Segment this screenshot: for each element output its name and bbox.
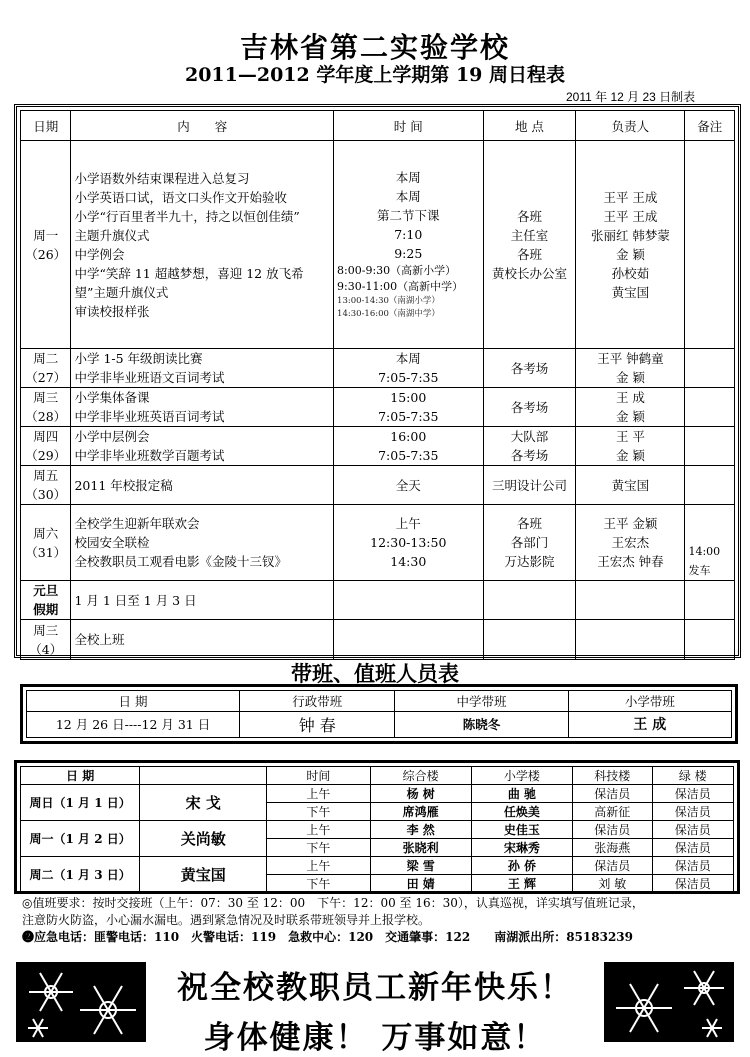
duty-header-primary: 小学带班 [568, 691, 731, 712]
person-cell [576, 141, 685, 349]
floor-header-cell: 科技楼 [573, 767, 652, 785]
content-cell [71, 620, 334, 660]
person-cell-line: 金 颖 [615, 409, 645, 424]
content-cell-line: 全校教职员工观看电影《金陵十三钗》 [74, 554, 287, 569]
floor-cell: 保洁员 [652, 857, 733, 875]
day-cell-line: （28） [25, 409, 67, 424]
weekly-schedule [14, 104, 741, 658]
duty-header-admin: 行政带班 [240, 691, 395, 712]
person-cell-line: 王平 钟鹤童 [597, 351, 664, 366]
schedule-header-cell: 备注 [685, 111, 735, 141]
time-cell-line: 上午 [395, 516, 421, 531]
day-cell-line: （4） [29, 641, 63, 657]
schedule-row [21, 141, 735, 349]
day-cell-line: 周六 [33, 525, 59, 541]
time-cell-line: 本周 [395, 351, 421, 366]
floor-row [21, 785, 734, 803]
day-cell-line: （26） [25, 246, 67, 262]
duty-requirement: ◎值班要求：按时交接班（上午：07：30 至 12：00 下午：12：00 至 16：30），认真巡视，详实填写值班记录， [22, 896, 644, 910]
person-cell-line: 金 颖 [615, 370, 645, 385]
floor-row [21, 857, 734, 875]
duty-requirement-cont: 注意防火防盗，小心漏水漏电。遇到紧急情况及时联系带班领导并上报学校。 [22, 913, 431, 927]
content-cell-line: 小学英语口试，语文口头作文开始验收 [74, 189, 287, 205]
floor-header-row [21, 767, 734, 785]
place-cell-line: 各班 [516, 516, 542, 531]
day-cell [21, 620, 71, 660]
floor-cell: 刘 敏 [573, 875, 652, 893]
content-cell-line: 小学 1-5 年级朗读比赛 [74, 351, 203, 366]
duty-primary: 王 成 [568, 711, 731, 737]
day-cell-line: 周一 [33, 227, 59, 243]
time-cell-line: 9:30-11:00（高新中学） [337, 280, 464, 293]
duty-admin: 钟 春 [240, 711, 395, 737]
day-cell [21, 505, 71, 581]
content-cell-line: 审读校报样张 [74, 303, 150, 319]
time-cell-line: 全天 [395, 477, 421, 493]
note-cell [685, 581, 735, 620]
floor-cell: 张晓利 [370, 839, 471, 857]
duty-date: 12 月 26 日----12 月 31 日 [27, 711, 240, 737]
content-cell-line: 2011 年校报定稿 [74, 477, 173, 493]
time-cell-line: 7:05-7:35 [378, 370, 439, 385]
day-cell-line: 周四 [33, 429, 59, 444]
note-cell-line: 14:00 [688, 545, 721, 558]
floor-cell: 保洁员 [652, 839, 733, 857]
time-cell-line: 9:25 [394, 246, 423, 261]
schedule-row [21, 505, 735, 581]
duty-middle: 陈晓冬 [395, 711, 568, 737]
floor-cell: 任焕美 [471, 803, 572, 821]
floor-date: 周二（1 月 3 日） [21, 857, 140, 893]
day-cell [21, 427, 71, 466]
content-cell [71, 466, 334, 505]
place-cell-line: 黄校长办公室 [491, 265, 567, 281]
content-cell [71, 581, 334, 620]
time-cell-line: 第二节下课 [377, 208, 440, 223]
schedule-row [21, 466, 735, 505]
day-cell-line: （27） [25, 370, 67, 385]
schedule-row [21, 388, 735, 427]
floor-cell: 李 然 [370, 821, 471, 839]
content-cell-line: 中学非毕业班语文百词考试 [74, 370, 225, 385]
floor-cell: 保洁员 [573, 857, 652, 875]
person-cell-line: 王 成 [615, 390, 645, 405]
duty-row [27, 711, 732, 737]
schedule-row [21, 581, 735, 620]
schedule-header-row [21, 111, 735, 141]
time-cell-line: 12:30-13:50 [370, 535, 447, 550]
wishes-greeting: 身体健康！ 万事如意！ [203, 1020, 547, 1056]
person-cell-line: 黄宝国 [611, 284, 650, 300]
floor-date: 周日（1 月 1 日） [21, 785, 140, 821]
note-cell [685, 349, 735, 388]
time-cell [334, 349, 483, 388]
duty-header-middle: 中学带班 [395, 691, 568, 712]
person-cell-line: 金 颖 [615, 246, 645, 262]
floor-cell: 张海燕 [573, 839, 652, 857]
time-cell-line: 13:00-14:30（南湖小学） [337, 296, 440, 306]
place-cell-line: 各班 [516, 208, 542, 224]
floor-cell: 梁 雪 [370, 857, 471, 875]
content-cell [71, 141, 334, 349]
day-cell-line: （29） [25, 448, 67, 463]
place-cell-line: 各考场 [510, 360, 549, 376]
place-cell-line: 主任室 [510, 227, 549, 243]
floor-cell: 王 辉 [471, 875, 572, 893]
school-title: 吉林省第二实验学校 [239, 31, 510, 64]
content-cell [71, 505, 334, 581]
day-cell-line: 周三 [33, 622, 59, 638]
floor-duty [14, 760, 740, 894]
notes [22, 895, 738, 946]
content-cell [71, 349, 334, 388]
content-cell-line: 望”主题升旗仪式 [74, 284, 169, 300]
floor-cell: 高新征 [573, 803, 652, 821]
floor-header-cell [140, 767, 267, 785]
duty-table [26, 690, 732, 738]
floor-cell: 保洁员 [652, 821, 733, 839]
place-cell [483, 427, 576, 466]
content-cell-line: 小学语数外结束课程进入总复习 [74, 170, 250, 186]
floor-body [21, 785, 734, 893]
day-cell-line: （31） [25, 544, 67, 560]
schedule-header-cell: 时 间 [334, 111, 483, 141]
day-cell-line: 周五 [33, 468, 59, 483]
floor-cell: 保洁员 [573, 785, 652, 803]
time-cell [334, 620, 483, 660]
time-cell-line: 15:00 [390, 390, 427, 405]
place-cell-line: 大队部 [510, 429, 549, 444]
snowflake-icon [16, 962, 146, 1042]
floor-cell: 杨 树 [370, 785, 471, 803]
emergency-phones: ❷应急电话：匪警电话：110 火警电话：119 急救中心：120 交通肇事：122 南湖派出所：85183239 [22, 930, 633, 944]
person-cell-line: 王 平 [615, 429, 645, 444]
place-cell [483, 349, 576, 388]
duty-header-date: 日 期 [27, 691, 240, 712]
time-cell [334, 388, 483, 427]
floor-date: 周一（1 月 2 日） [21, 821, 140, 857]
person-cell-line: 王平 王成 [603, 208, 658, 224]
duty-roster [20, 684, 738, 744]
content-cell-line: 中学非毕业班数学百题考试 [74, 448, 225, 463]
new-year-greeting: 祝全校教职员工新年快乐！ [177, 970, 573, 1006]
place-cell-line: 各考场 [510, 399, 549, 415]
content-cell-line: 校园安全联检 [74, 535, 150, 550]
floor-cell: 上午 [267, 821, 370, 839]
place-cell-line: 万达影院 [504, 554, 555, 569]
duty-title: 带班、值班人员表 [291, 661, 459, 686]
schedule-row [21, 620, 735, 660]
floor-header-cell: 时间 [267, 767, 370, 785]
note-cell-line: 发车 [688, 564, 711, 577]
note-cell [685, 388, 735, 427]
place-cell-line: 各班 [516, 246, 542, 262]
floor-row [21, 821, 734, 839]
schedule-row [21, 349, 735, 388]
content-cell [71, 388, 334, 427]
time-cell [334, 141, 483, 349]
time-cell [334, 581, 483, 620]
floor-cell: 史佳玉 [471, 821, 572, 839]
person-cell-line: 孙校茹 [611, 265, 650, 281]
place-cell-line: 各考场 [510, 448, 549, 463]
floor-cell: 保洁员 [652, 803, 733, 821]
person-cell-line: 王平 王成 [603, 189, 658, 205]
floor-cell: 保洁员 [652, 785, 733, 803]
content-cell-line: 1 月 1 日至 1 月 3 日 [74, 592, 197, 608]
day-cell [21, 388, 71, 427]
person-cell [576, 388, 685, 427]
floor-cell: 保洁员 [652, 875, 733, 893]
day-cell-line: 周三 [33, 390, 59, 405]
schedule-header-cell: 地 点 [483, 111, 576, 141]
floor-header-cell: 绿 楼 [652, 767, 733, 785]
time-cell-line: 7:05-7:35 [378, 448, 439, 463]
snowflake-icon [604, 962, 734, 1042]
made-date: 2011 年 12 月 23 日制表 [566, 90, 696, 104]
schedule-row [21, 427, 735, 466]
time-cell-line: 7:05-7:35 [378, 409, 439, 424]
schedule-header-cell: 内 容 [71, 111, 334, 141]
day-cell-line: 元旦 [33, 583, 59, 598]
time-cell-line: 7:10 [394, 227, 423, 242]
content-cell-line: 中学例会 [74, 246, 125, 262]
person-cell-line: 金 颖 [615, 448, 645, 463]
floor-cell: 下午 [267, 803, 370, 821]
time-cell [334, 466, 483, 505]
person-cell [576, 466, 685, 505]
content-cell-line: 全校上班 [74, 632, 125, 647]
content-cell-line: 小学中层例会 [74, 429, 150, 444]
person-cell-line: 王宏杰 钟春 [597, 554, 664, 569]
place-cell-line: 各部门 [510, 535, 549, 550]
day-cell [21, 141, 71, 349]
person-cell [576, 620, 685, 660]
content-cell-line: 主题升旗仪式 [74, 227, 150, 243]
floor-header-cell: 综合楼 [370, 767, 471, 785]
content-cell-line: 中学“笑辞 11 超越梦想，喜迎 12 放飞希 [74, 265, 304, 281]
person-cell-line: 张丽红 韩梦蒙 [590, 227, 670, 243]
note-cell [685, 427, 735, 466]
floor-cell: 孙 侨 [471, 857, 572, 875]
time-cell-line: 本周 [395, 189, 421, 204]
place-cell [483, 620, 576, 660]
content-cell-line: 小学“行百里者半九十，持之以恒创佳绩” [74, 208, 300, 224]
time-cell [334, 505, 483, 581]
schedule-body [21, 141, 735, 660]
schedule-header-cell: 日期 [21, 111, 71, 141]
person-cell [576, 581, 685, 620]
note-cell [685, 505, 735, 581]
place-cell [483, 388, 576, 427]
time-cell-line: 14:30-16:00（南湖中学） [337, 309, 440, 319]
floor-cell: 保洁员 [573, 821, 652, 839]
floor-leader: 宋 戈 [140, 785, 267, 821]
floor-header-cell: 小学楼 [471, 767, 572, 785]
person-cell [576, 349, 685, 388]
day-cell [21, 349, 71, 388]
place-cell [483, 505, 576, 581]
time-cell-line: 本周 [395, 170, 421, 185]
content-cell-line: 全校学生迎新年联欢会 [74, 516, 200, 531]
place-cell [483, 466, 576, 505]
person-cell-line: 王平 金颖 [603, 516, 658, 531]
note-cell [685, 141, 735, 349]
content-cell-line: 小学集体备课 [74, 390, 150, 405]
note-cell [685, 466, 735, 505]
floor-duty-table [20, 766, 734, 893]
person-cell [576, 427, 685, 466]
note-cell [685, 620, 735, 660]
content-cell [71, 427, 334, 466]
place-cell [483, 141, 576, 349]
day-cell [21, 581, 71, 620]
duty-header-row [27, 691, 732, 712]
time-cell-line: 8:00-9:30（高新小学） [337, 264, 457, 277]
floor-leader: 黄宝国 [140, 857, 267, 893]
time-cell-line: 16:00 [390, 429, 427, 444]
floor-cell: 下午 [267, 839, 370, 857]
content-cell-line: 中学非毕业班英语百词考试 [74, 409, 225, 424]
floor-header-cell: 日 期 [21, 767, 140, 785]
day-cell-line: 周二 [33, 351, 59, 366]
schedule-subtitle: 2011—2012 学年度上学期第 19 周日程表 [184, 64, 566, 86]
schedule-table [20, 110, 735, 660]
schedule-header-cell: 负责人 [576, 111, 685, 141]
time-cell-line: 14:30 [390, 554, 427, 569]
floor-cell: 下午 [267, 875, 370, 893]
floor-cell: 上午 [267, 857, 370, 875]
person-cell-line: 王宏杰 [611, 535, 650, 550]
place-cell-line: 三明设计公司 [491, 477, 567, 493]
floor-leader: 关尚敏 [140, 821, 267, 857]
floor-cell: 席鸿雁 [370, 803, 471, 821]
floor-cell: 曲 驰 [471, 785, 572, 803]
place-cell [483, 581, 576, 620]
person-cell [576, 505, 685, 581]
floor-cell: 宋琳秀 [471, 839, 572, 857]
day-cell-line: （30） [25, 487, 67, 502]
floor-cell: 上午 [267, 785, 370, 803]
day-cell [21, 466, 71, 505]
floor-cell: 田 婧 [370, 875, 471, 893]
time-cell [334, 427, 483, 466]
person-cell-line: 黄宝国 [611, 477, 650, 493]
day-cell-line: 假期 [33, 602, 59, 617]
